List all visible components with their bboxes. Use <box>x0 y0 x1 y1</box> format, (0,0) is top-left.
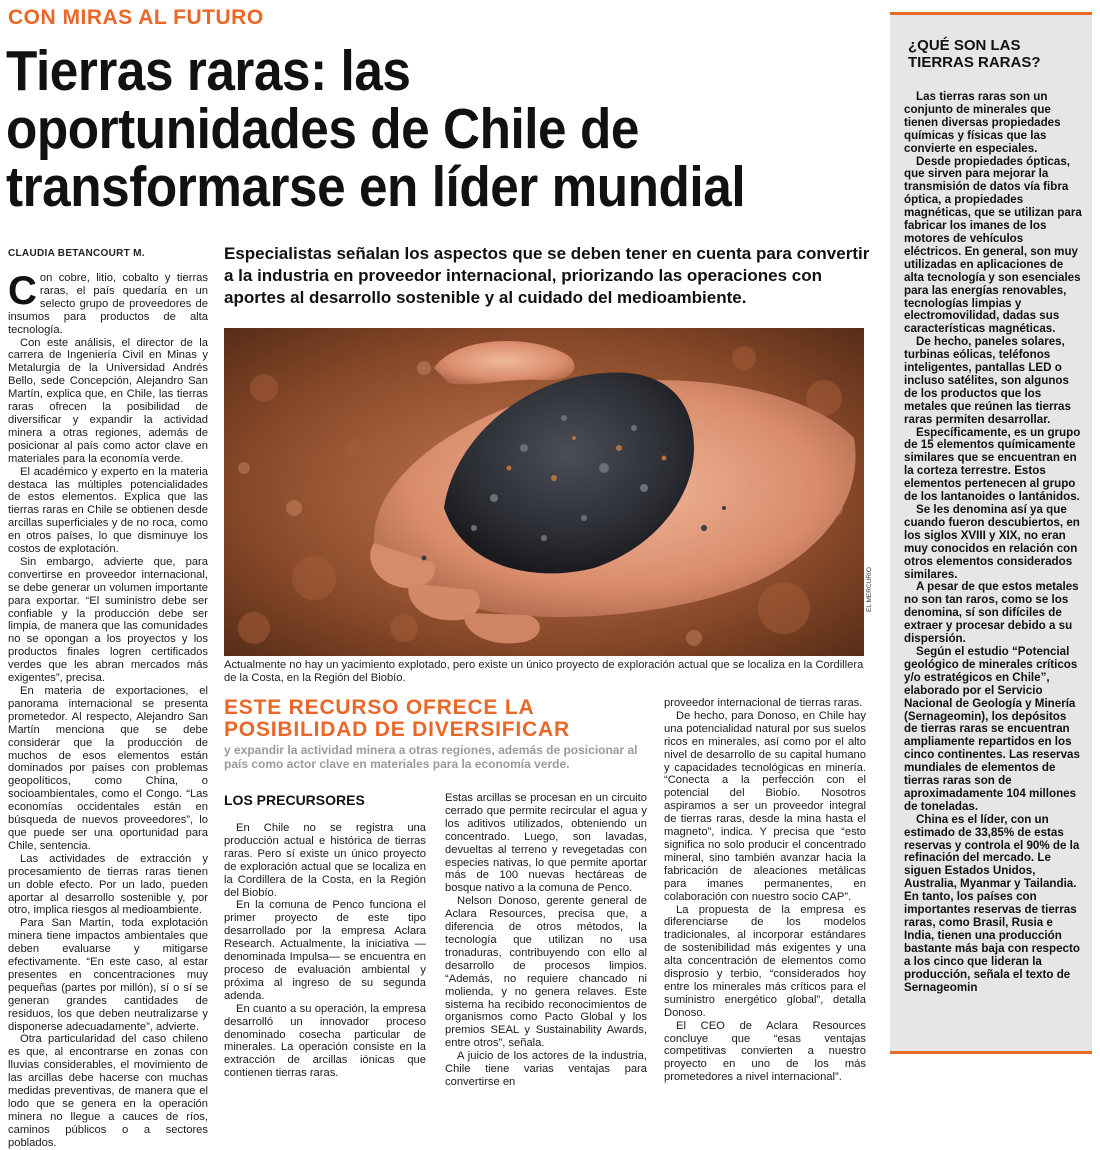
pull-quote-line: ESTE RECURSO OFRECE LA <box>224 696 535 719</box>
paragraph: Otra particularidad del caso chileno es que, al encontrarse en zonas con lluvias considerables, el movimiento de las arcillas debe hacerse con muchas medidas preventivas, de manera que el lodo que se genera en la operación minera no llegue a cauces de ríos, caminos públicos o a sectores poblados. <box>8 1033 208 1149</box>
sidebar-box <box>890 12 1092 1054</box>
sidebar-paragraph: Específicamente, es un grupo de 15 elementos químicamente similares que se encuentran en la corteza terrestre. Estos elementos pertenecen al grupo de los lantanoides o lantánidos. <box>904 425 1081 504</box>
paragraph: El CEO de Aclara Resources concluye que “esas ventajas competitivas convierten a nuestro proyecto en uno de los más prometedores a nivel internacional”. <box>664 1019 866 1084</box>
body-column-2 <box>224 822 426 1080</box>
paragraph: En cuanto a su operación, la empresa desarrolló un innovador proceso denominado cosecha particular de minerales. La operación consiste en la extracción de arcillas iónicas que contienen tierras raras. <box>224 1002 426 1080</box>
body-column-1 <box>8 269 208 1150</box>
section-subhead: LOS PRECURSORES <box>224 792 365 808</box>
sidebar-paragraph: China es el líder, con un estimado de 33,85% de estas reservas y controla el 90% de la refinación del mercado. Le siguen Estados Unidos, Australia, Myanmar y Tailandia. En tanto, los países con importantes reservas de tierras raras, como Brasil, Rusia e India, tienen una producción bastante más baja con respecto a los cinco que lideran la producción, señala el texto de Sernageomin <box>904 812 1080 994</box>
paragraph-text: on cobre, litio, cobalto y tierras raras, el país quedaría en un selecto grupo de proveedores de insumos para productos de alta tecnología. <box>8 272 208 336</box>
paragraph: Para San Martín, toda explotación minera tiene impactos ambientales que deben evaluarse y mitigarse efectivamente. “En este caso, al estar presentes en concentraciones muy pequeñas (partes por millón), sí o sí se generan grandes cantidades de residuos, los que deben neutralizarse y disponerse adecuadamente”, advierte. <box>8 917 208 1033</box>
sidebar-title <box>908 37 1078 71</box>
drop-cap: C <box>8 269 37 313</box>
body-column-4 <box>664 697 866 1084</box>
paragraph: Nelson Donoso, gerente general de Aclara Resources, precisa que, a diferencia de otros métodos, la tecnología que utilizan no usa tronaduras, contribuyendo con ello al desarrollo de procesos limpios. “Además, no requiere chancado ni molienda, y no genera relaves. Este sistema ha recibido reconocimientos de organismos como Pacto Global y los premios SEAL y Sustainability Awards, entre otros”, señala. <box>445 895 647 1050</box>
paragraph: En Chile no se registra una producción actual e histórica de tierras raras. Pero sí existe un único proyecto de exploración actual que se localiza en la Cordillera de la Costa, en la Región del Biobío. <box>224 822 426 899</box>
paragraph: En materia de exportaciones, el panorama internacional se presenta prometedor. Al respecto, Alejandro San Martín menciona que se debe considerar que la producción de muchos de esos elementos están dominados por países con problemas geopolíticos, como China, o socioambientales, como el Congo. “Las economías occidentales están en búsqueda de nuevos proveedores”, lo que puede ser una oportunidad para Chile, sentencia. <box>8 685 208 852</box>
sidebar-title-line: ¿QUÉ SON LAS <box>908 37 1021 54</box>
sidebar-paragraph: De hecho, paneles solares, turbinas eólicas, teléfonos inteligentes, pantallas LED o incluso satélites, son algunos de los productos que los metales que reúnen las tierras raras permiten desarrollar. <box>904 335 1071 426</box>
pull-quote-line: POSIBILIDAD DE DIVERSIFICAR <box>224 718 570 741</box>
paragraph <box>8 269 208 337</box>
headline-line: Tierras raras: las <box>6 39 411 103</box>
byline: CLAUDIA BETANCOURT M. <box>8 248 145 259</box>
lead-paragraph: Especialistas señalan los aspectos que se deben tener en cuenta para convertir a la industria en proveedor internacional, priorizando las operaciones con aportes al desarrollo sostenible y al cuidado del medioambiente. <box>224 244 870 307</box>
paragraph: El académico y experto en la materia destaca las múltiples potencialidades de estos elementos. Explica que las tierras raras en Chile se obtienen desde arcillas superficiales y de no roca, como en otros países, lo que disminuye los costos de explotación. <box>8 465 208 556</box>
paragraph: En la comuna de Penco funciona el primer proyecto de este tipo desarrollado por la empresa Aclara Research. Actualmente, la iniciativa —denominada Impulsa— se encuentra en proceso de evaluación ambiental y próxima al ingreso de su segunda adenda. <box>224 899 426 1002</box>
section-tag: CON MIRAS AL FUTURO <box>8 6 264 29</box>
photo-caption: Actualmente no hay un yacimiento explotado, pero existe un único proyecto de exploración actual que se localiza en la Cordillera de la Costa, en la Región del Biobío. <box>224 659 864 684</box>
sidebar-paragraph: Desde propiedades ópticas, que sirven para mejorar la transmisión de datos vía fibra óptica, a propiedades magnéticas, que se utilizan para fabricar los imanes de los motores de vehículos eléctricos. En general, son muy utilizadas en aplicaciones de alta tecnología y son esenciales para las energías renovables, tecnologías limpias y electromovilidad, dadas sus características magnéticas. <box>904 154 1082 336</box>
sidebar-paragraph: Según el estudio “Potencial geológico de minerales críticos y/o estratégicos en Chile”, elaborado por el Servicio Nacional de Geología y Minería (Sernageomin), los depósitos de tierras raras se encuentran ampliamente repartidos en los cinco continentes. Las reservas mundiales de elementos de tierras raras son de aproximadamente 104 millones de toneladas. <box>904 644 1080 813</box>
paragraph: Estas arcillas se procesan en un circuito cerrado que permite recircular el agua y los aditivos utilizados, obteniendo un concentrado. Luego, son lavadas, devueltas al terreno y revegetadas con especies nativas, lo que permite aportar más de 100 nuevas hectáreas de bosque nativo a la comuna de Penco. <box>445 792 647 895</box>
paragraph: A juicio de los actores de la industria, Chile tiene varias ventajas para convertirse en <box>445 1050 647 1088</box>
headline-line: oportunidades de Chile de <box>6 97 639 161</box>
paragraph: Con este análisis, el director de la carrera de Ingeniería Civil en Minas y Metalurgia de la Universidad Andrés Bello, sede Concepción, Alejandro San Martín, explica que, en Chile, las tierras raras ofrecen la posibilidad de diversificar y expandir la actividad minera a otras regiones, además de posicionar al país como actor clave en materiales para la economía verde. <box>8 336 208 465</box>
headline-line: transformarse en líder mundial <box>6 155 746 219</box>
paragraph: La propuesta de la empresa es diferenciarse de los modelos tradicionales, al incorporar estándares de sostenibilidad más exigentes y una alta concentración de elementos como disprosio y terbio, “considerados hoy entre los minerales más críticos para el suministro energético global”, detalla Donoso. <box>664 903 866 1019</box>
hand-holding-rare-earth-photo <box>224 328 864 656</box>
sidebar-title-line: TIERRAS RARAS? <box>908 54 1041 71</box>
body-column-3 <box>445 792 647 1089</box>
paragraph: proveedor internacional de tierras raras. <box>664 697 863 709</box>
paragraph: De hecho, para Donoso, en Chile hay una potencialidad natural por sus suelos ricos en minerales, así como por el alto nivel de desarrollo de su capital humano y capacidades tecnológicas en minería. “Conecta a la perfección con el potencial del Biobío. Nosotros aspiramos a ser un proveedor integral de tierras raras, desde la mina hasta el magneto”, indica. Y precisa que “esto significa no solo producir el concentrado mineral, sino también avanzar hacia la fabricación de aleaciones metálicas para imanes permanentes, en colaboración con nuestro socio CAP”. <box>664 709 866 903</box>
paragraph: Las actividades de extracción y procesamiento de tierras raras tienen un doble efecto. Por un lado, pueden aportar al desarrollo sostenible y, por otro, implica riesgos al medioambiente. <box>8 852 208 917</box>
pull-quote-subtitle: y expandir la actividad minera a otras regiones, además de posicionar al país como actor clave en materiales para la economía verde. <box>224 743 638 771</box>
photo-credit: EL MERCURIO <box>866 567 873 612</box>
sidebar-paragraph: Las tierras raras son un conjunto de minerales que tienen diversas propiedades químicas y físicas que las convierte en especiales. <box>904 90 1061 155</box>
pull-quote-title <box>224 697 654 741</box>
sidebar-paragraph: Se les denomina así ya que cuando fueron descubiertos, en los siglos XVIII y XIX, no eran muy conocidos en relación con otros elementos considerados similares. <box>904 503 1080 581</box>
sidebar-paragraph: A pesar de que estos metales no son tan raros, como se los denomina, sí son difíciles de extraer y procesar debido a su dispersión. <box>904 580 1079 646</box>
sidebar-body <box>904 91 1082 994</box>
headline <box>6 39 789 219</box>
article-photo <box>224 328 864 656</box>
paragraph: Sin embargo, advierte que, para convertirse en proveedor internacional, se debe generar un volumen importante para exportar. “El suministro debe ser confiable y la producción debe ser limpia, de manera que las comunidades no se opongan a los proyectos y los productos finales logren certificados verdes que les abran mercados más exigentes”, precisa. <box>8 555 208 685</box>
